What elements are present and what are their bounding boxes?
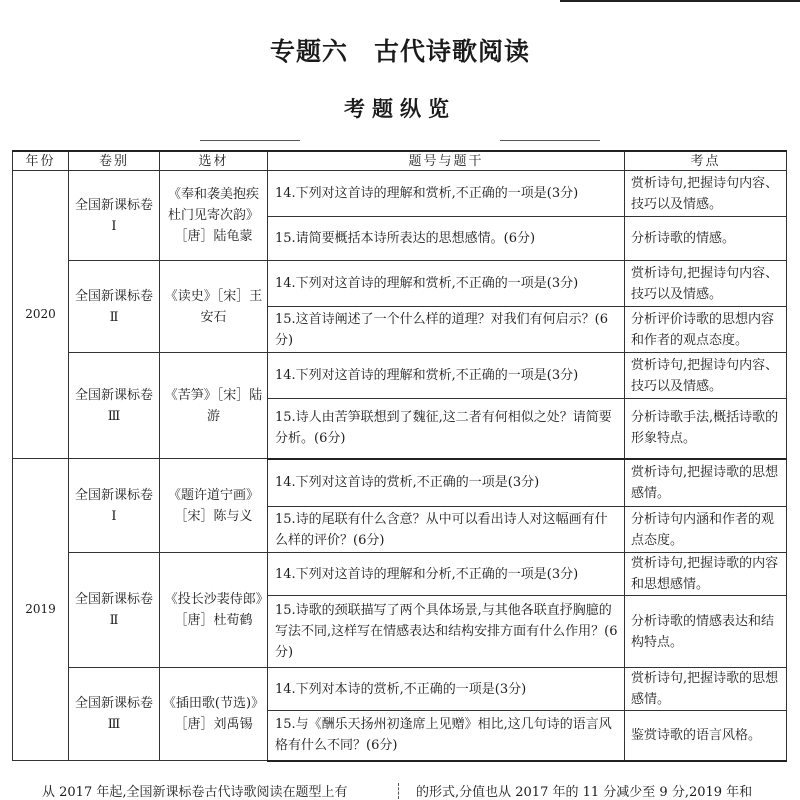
year-cell: 2019 <box>13 459 69 761</box>
question-cell: 14.下列对这首诗的理解和赏析,不正确的一项是(3分) <box>268 171 625 217</box>
table-row <box>13 553 787 596</box>
material-cell: 《题许道宁画》［宋］陈与义 <box>160 459 268 553</box>
question-cell: 14.下列对本诗的赏析,不正确的一项是(3分) <box>268 668 625 711</box>
point-cell: 分析评价诗歌的思想内容和作者的观点态度。 <box>625 307 787 353</box>
footer-left-text: 从 2017 年起,全国新课标卷古代诗歌阅读在题型上有 <box>42 785 348 800</box>
header-paper: 卷别 <box>69 151 160 171</box>
paper-cell: 全国新课标卷Ⅲ <box>69 668 160 761</box>
table-row <box>13 668 787 711</box>
question-cell: 14.下列对这首诗的理解和赏析,不正确的一项是(3分) <box>268 261 625 307</box>
header-question: 题号与题干 <box>268 151 625 171</box>
point-cell: 赏析诗句,把握诗句内容、技巧以及情感。 <box>625 261 787 307</box>
table-row <box>13 171 787 217</box>
question-cell: 15.诗人由苦笋联想到了魏征,这二者有何相似之处？请简要分析。(6分) <box>268 399 625 459</box>
section-title: 考题纵览 <box>344 97 456 121</box>
point-cell: 赏析诗句,把握诗歌的内容和思想感情。 <box>625 553 787 596</box>
point-cell: 分析诗歌手法,概括诗歌的形象特点。 <box>625 399 787 459</box>
point-cell: 赏析诗句,把握诗句内容、技巧以及情感。 <box>625 353 787 399</box>
paper-cell: 全国新课标卷Ⅰ <box>69 459 160 553</box>
material-cell: 《读史》［宋］王安石 <box>160 261 268 353</box>
material-cell: 《插田歌(节选)》［唐］刘禹锡 <box>160 668 268 761</box>
point-cell: 分析诗歌的情感表达和结构特点。 <box>625 596 787 668</box>
question-cell: 14.下列对这首诗的理解和赏析,不正确的一项是(3分) <box>268 353 625 399</box>
material-cell: 《苦笋》［宋］陆游 <box>160 353 268 459</box>
material-cell: 《投长沙裴侍郎》［唐］杜荀鹤 <box>160 553 268 668</box>
material-cell: 《奉和袭美抱疾杜门见寄次韵》［唐］陆龟蒙 <box>160 171 268 261</box>
question-cell: 14.下列对这首诗的赏析,不正确的一项是(3分) <box>268 459 625 507</box>
exam-overview-table <box>12 150 787 762</box>
paper-cell: 全国新课标卷Ⅱ <box>69 261 160 353</box>
header-year: 年份 <box>13 151 69 171</box>
top-rule <box>560 0 800 2</box>
table-row <box>13 261 787 307</box>
paper-cell: 全国新课标卷Ⅱ <box>69 553 160 668</box>
paper-cell: 全国新课标卷Ⅲ <box>69 353 160 459</box>
column-separator <box>398 783 399 799</box>
point-cell: 分析诗歌的情感。 <box>625 217 787 261</box>
question-cell: 15.诗歌的颈联描写了两个具体场景,与其他各联直抒胸臆的写法不同,这样写在情感表达和结构安排方面有什么作用？(6分) <box>268 596 625 668</box>
table-row <box>13 353 787 399</box>
point-cell: 鉴赏诗歌的语言风格。 <box>625 711 787 761</box>
question-cell: 15.这首诗阐述了一个什么样的道理？对我们有何启示？(6分) <box>268 307 625 353</box>
question-cell: 14.下列对这首诗的理解和分析,不正确的一项是(3分) <box>268 553 625 596</box>
question-cell: 15.与《酬乐天扬州初逢席上见赠》相比,这几句诗的语言风格有什么不同？(6分) <box>268 711 625 761</box>
question-cell: 15.请简要概括本诗所表达的思想感情。(6分) <box>268 217 625 261</box>
point-cell: 赏析诗句,把握诗歌的思想感情。 <box>625 459 787 507</box>
table-row <box>13 459 787 507</box>
section-rule-right <box>500 140 600 141</box>
footer-right-text: 的形式,分值也从 2017 年的 11 分减少至 9 分,2019 年和 <box>416 785 753 800</box>
section-rule-left <box>200 140 300 141</box>
year-cell: 2020 <box>13 171 69 459</box>
point-cell: 分析诗句内涵和作者的观点态度。 <box>625 507 787 553</box>
header-material: 选材 <box>160 151 268 171</box>
header-point: 考点 <box>625 151 787 171</box>
paper-cell: 全国新课标卷Ⅰ <box>69 171 160 261</box>
question-cell: 15.诗的尾联有什么含意？从中可以看出诗人对这幅画有什么样的评价？(6分) <box>268 507 625 553</box>
page-title: 专题六 古代诗歌阅读 <box>269 37 530 66</box>
table-header-row <box>13 151 787 171</box>
point-cell: 赏析诗句,把握诗句内容、技巧以及情感。 <box>625 171 787 217</box>
point-cell: 赏析诗句,把握诗歌的思想感情。 <box>625 668 787 711</box>
